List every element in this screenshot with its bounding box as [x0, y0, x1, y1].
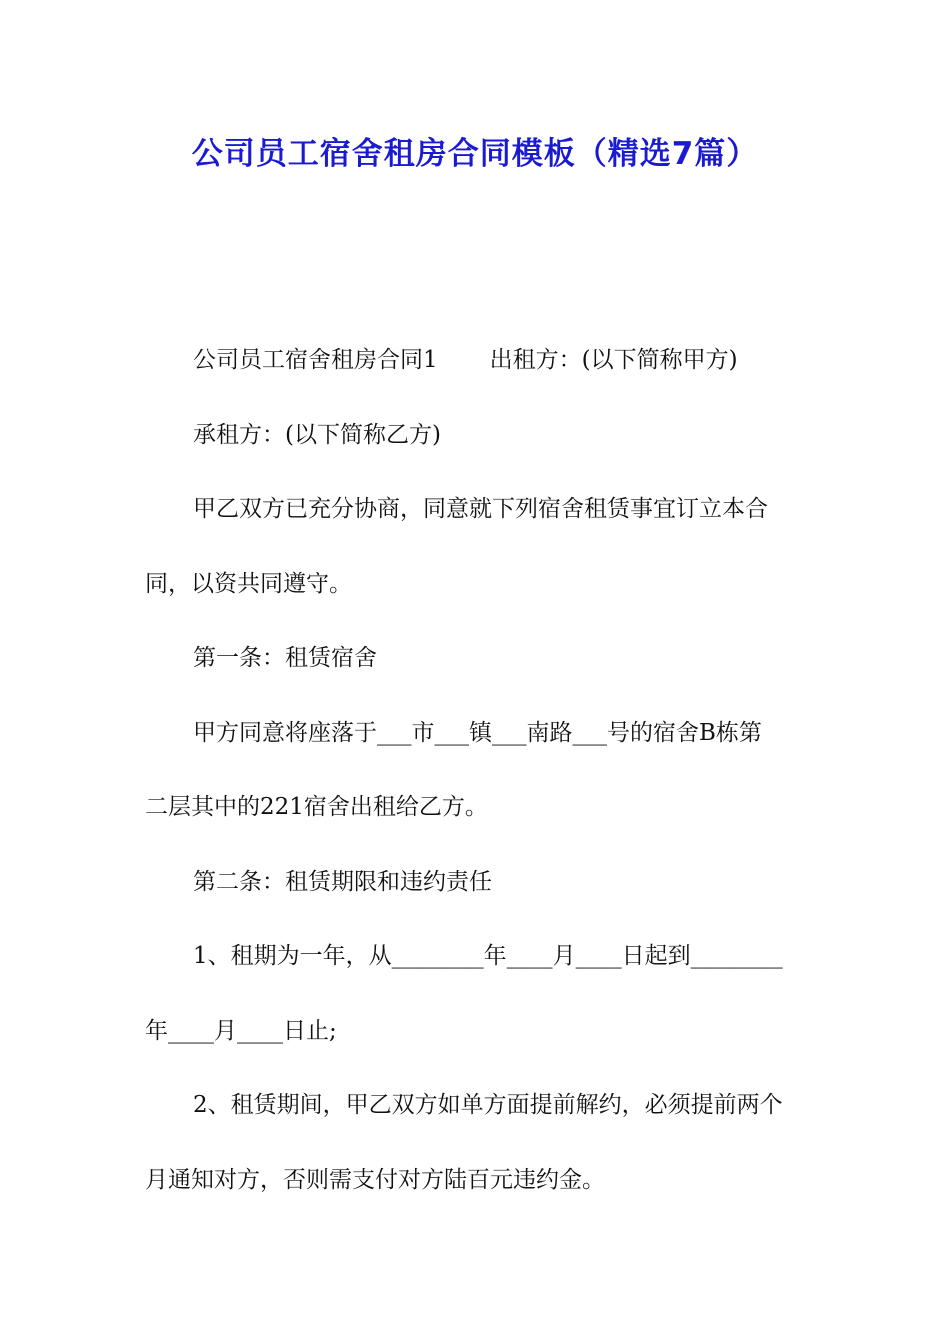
lessor-line: 出租方：(以下简称甲方): [489, 347, 738, 373]
lessee-line: 承租方：(以下简称乙方): [193, 422, 441, 448]
paragraph-line: 1、租期为一年，从________年____月____日起到________: [193, 943, 783, 969]
contract-number-heading: 公司员工宿舍租房合同1: [193, 347, 438, 373]
paragraph-line: 同，以资共同遵守。: [145, 571, 352, 597]
document-title: 公司员工宿舍租房合同模板（精选7篇）: [191, 136, 759, 172]
paragraph-line: 甲方同意将座落于___市___镇___南路___号的宿舍B栋第: [193, 720, 762, 746]
paragraph-line: 甲乙双方已充分协商，同意就下列宿舍租赁事宜订立本合: [193, 496, 768, 522]
paragraph-line: 月通知对方，否则需支付对方陆百元违约金。: [145, 1167, 605, 1193]
paragraph-line: 年____月____日止;: [145, 1018, 337, 1044]
paragraph-line: 2、租赁期间，甲乙双方如单方面提前解约，必须提前两个: [193, 1092, 783, 1118]
paragraph-line: 二层其中的221宿舍出租给乙方。: [145, 794, 488, 820]
paragraph-contract-heading: [193, 345, 738, 375]
article-heading: 第二条：租赁期限和违约责任: [193, 869, 492, 895]
article-heading: 第一条：租赁宿舍: [193, 645, 377, 671]
